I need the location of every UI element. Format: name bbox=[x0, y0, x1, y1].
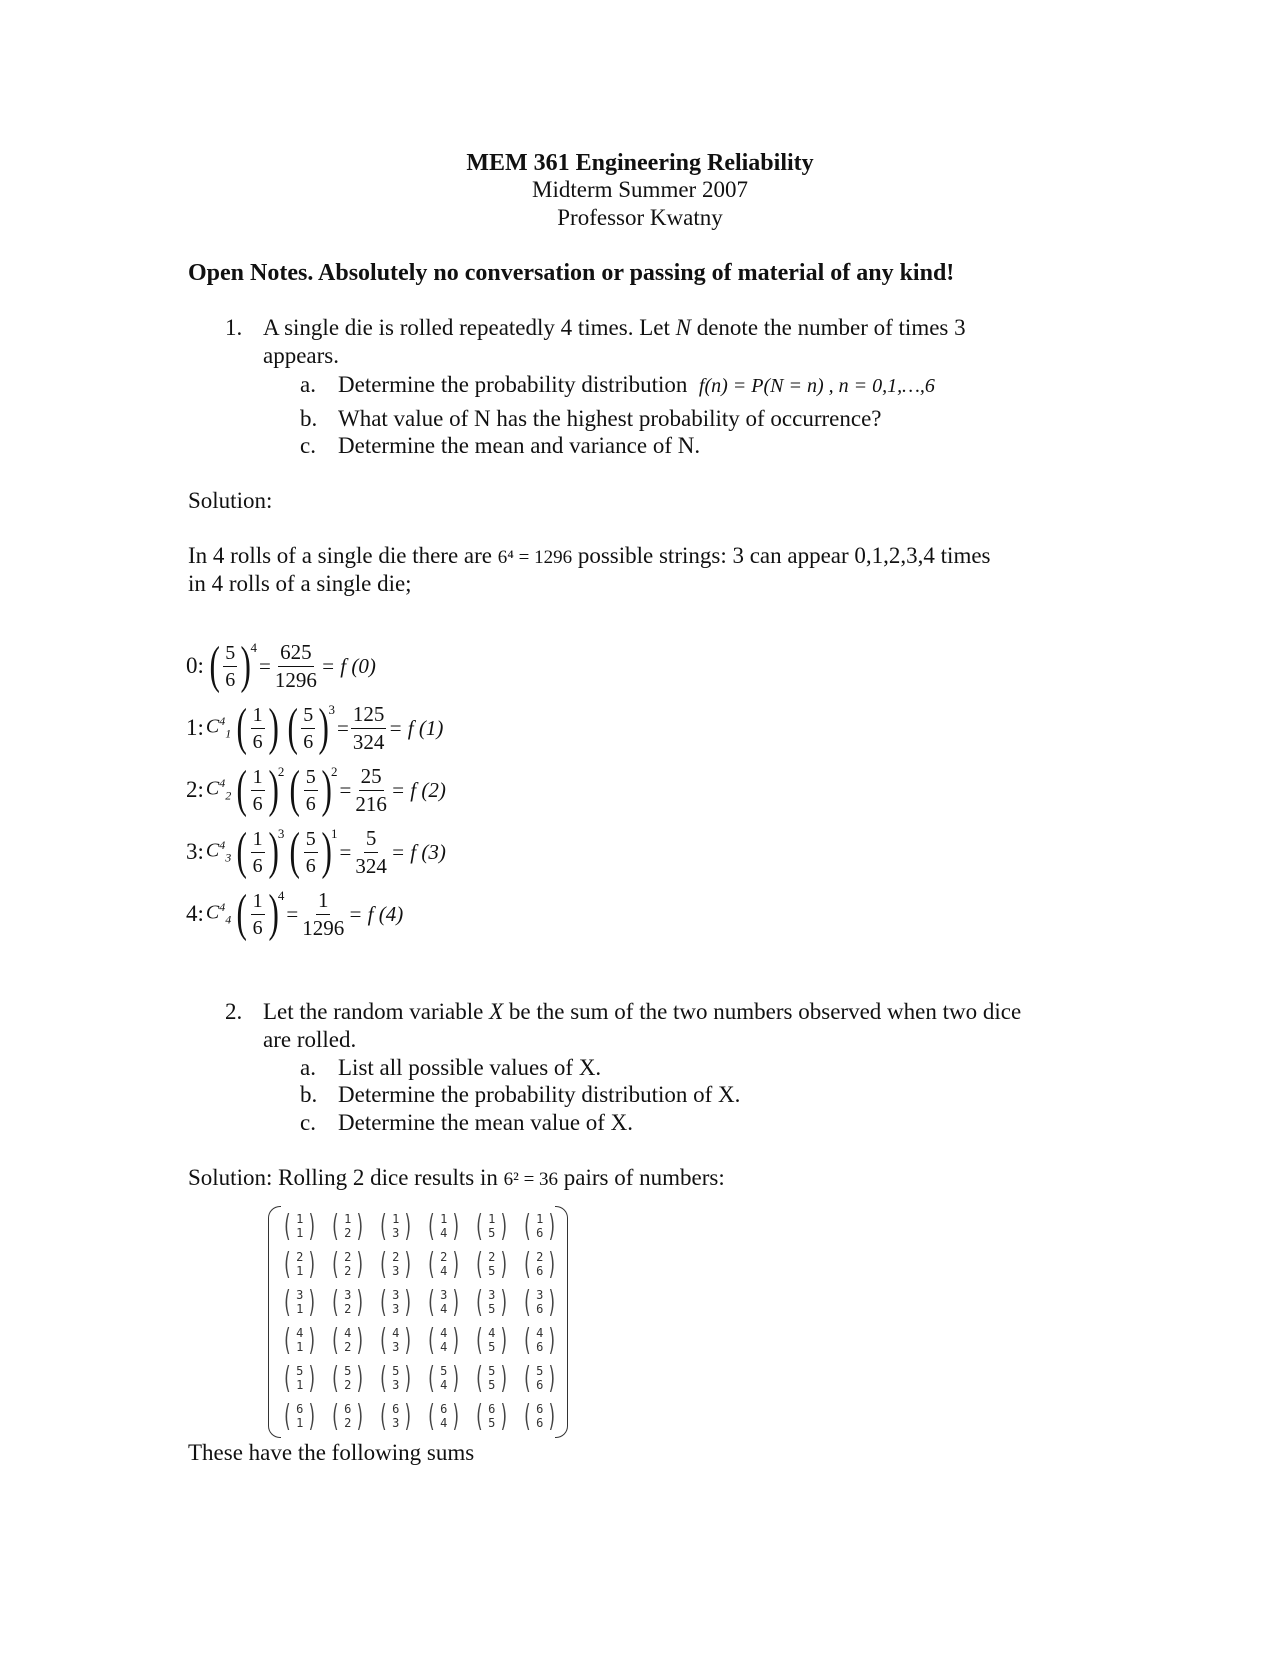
problem2-part-c-label: c. bbox=[300, 1110, 316, 1135]
dice-pair: ( 1 1 ) bbox=[282, 1209, 318, 1244]
dice-pair: ( 6 2 ) bbox=[330, 1399, 366, 1434]
dice-pair: ( 1 4 ) bbox=[426, 1209, 462, 1244]
problem2-number: 2. bbox=[225, 999, 243, 1024]
dice-pair: ( 3 3 ) bbox=[378, 1285, 414, 1320]
problem2-part-c: Determine the mean value of X. bbox=[338, 1110, 634, 1135]
dice-pair: ( 5 4 ) bbox=[426, 1361, 462, 1396]
dice-pair: ( 5 6 ) bbox=[522, 1361, 558, 1396]
solution1-line1: In 4 rolls of a single die there are 6⁴ = 1296 possible strings: 3 can appear 0,1,2,3,4 times bbox=[188, 543, 991, 568]
problem1-part-a-label: a. bbox=[300, 372, 316, 397]
dice-pair: ( 1 6 ) bbox=[522, 1209, 558, 1244]
problem2-statement: Let the random variable X be the sum of the two numbers observed when two dice bbox=[263, 999, 1022, 1024]
dice-pair: ( 2 3 ) bbox=[378, 1247, 414, 1282]
dice-pair: ( 4 2 ) bbox=[330, 1323, 366, 1358]
matrix-grid bbox=[278, 1208, 566, 1436]
dice-pair: ( 6 1 ) bbox=[282, 1399, 318, 1434]
solution2-footer: These have the following sums bbox=[188, 1440, 475, 1465]
dice-pair: ( 4 1 ) bbox=[282, 1323, 318, 1358]
professor-name: Professor Kwatny bbox=[557, 205, 723, 230]
dice-pair: ( 4 5 ) bbox=[474, 1323, 510, 1358]
problem2-part-b: Determine the probability distribution of X. bbox=[338, 1082, 741, 1107]
problem1-statement: A single die is rolled repeatedly 4 times. Let N denote the number of times 3 bbox=[263, 315, 966, 340]
dice-pair: ( 5 1 ) bbox=[282, 1361, 318, 1396]
dice-pair: ( 3 1 ) bbox=[282, 1285, 318, 1320]
dice-pair: ( 3 6 ) bbox=[522, 1285, 558, 1320]
problem2-part-a-label: a. bbox=[300, 1055, 316, 1080]
dice-pair: ( 5 2 ) bbox=[330, 1361, 366, 1396]
problem1-part-c: Determine the mean and variance of N. bbox=[338, 433, 701, 458]
dice-pair: ( 2 1 ) bbox=[282, 1247, 318, 1282]
problem1-part-b-label: b. bbox=[300, 406, 318, 431]
dice-pair: ( 2 5 ) bbox=[474, 1247, 510, 1282]
problem2-statement-cont: are rolled. bbox=[263, 1027, 357, 1052]
dice-pair: ( 2 4 ) bbox=[426, 1247, 462, 1282]
dice-pair: ( 1 2 ) bbox=[330, 1209, 366, 1244]
dice-pair: ( 6 5 ) bbox=[474, 1399, 510, 1434]
fraction: $\frac{625}{1296}$ bbox=[274, 639, 317, 692]
solution1-label: Solution: bbox=[188, 488, 273, 513]
dice-pair: ( 5 5 ) bbox=[474, 1361, 510, 1396]
problem1-part-b: What value of N has the highest probability of occurrence? bbox=[338, 406, 882, 431]
prob-row-0: 0: ( $\frac{5}{6}$ ) $^4$ = $\frac{625}{1296}$ = f (0) bbox=[186, 637, 376, 694]
prob-row-1: 1: $C^4_1$ ( $\frac{1}{6}$ ) ( $\frac{5}{6}$ ) $^3$ = $\frac{125}{324}$ = f (1) bbox=[186, 699, 444, 756]
dice-pair: ( 4 4 ) bbox=[426, 1323, 462, 1358]
dice-pair: ( 3 2 ) bbox=[330, 1285, 366, 1320]
dice-pair: ( 4 6 ) bbox=[522, 1323, 558, 1358]
dice-pair: ( 3 4 ) bbox=[426, 1285, 462, 1320]
exam-subtitle: Midterm Summer 2007 bbox=[532, 177, 748, 202]
dice-pair: ( 6 6 ) bbox=[522, 1399, 558, 1434]
solution2-line: Solution: Rolling 2 dice results in 6² = 36 pairs of numbers: bbox=[188, 1165, 725, 1190]
combination: $C^4_1$ bbox=[205, 714, 232, 741]
power-term: ( $\frac{5}{6}$ ) $^4$ bbox=[209, 637, 258, 694]
prob-row-4: 4: $C^4_4$ ( $\frac{1}{6}$ ) $^4$ = $\frac{1}{1296}$ = f (4) bbox=[186, 885, 404, 942]
dice-pair: ( 5 3 ) bbox=[378, 1361, 414, 1396]
problem1-part-c-label: c. bbox=[300, 433, 316, 458]
instructions: Open Notes. Absolutely no conversation or passing of material of any kind! bbox=[188, 260, 955, 286]
dice-pair: ( 2 6 ) bbox=[522, 1247, 558, 1282]
problem2-part-a: List all possible values of X. bbox=[338, 1055, 602, 1080]
dice-pair: ( 6 4 ) bbox=[426, 1399, 462, 1434]
problem1-part-a: Determine the probability distribution f(n) = P(N = n) , n = 0,1,…,6 bbox=[338, 372, 935, 397]
prob-row-3: 3: $C^4_3$ ( $\frac{1}{6}$ ) $^3$ ( $\frac{5}{6}$ ) $^1$ = $\frac{5}{324}$ = f (3) bbox=[186, 823, 446, 880]
dice-pair: ( 4 3 ) bbox=[378, 1323, 414, 1358]
dice-pair: ( 6 3 ) bbox=[378, 1399, 414, 1434]
problem1-statement-cont: appears. bbox=[263, 343, 339, 368]
dice-pair: ( 2 2 ) bbox=[330, 1247, 366, 1282]
dice-pair: ( 1 5 ) bbox=[474, 1209, 510, 1244]
fraction: $\frac{125}{324}$ bbox=[352, 701, 385, 754]
dice-pair: ( 3 5 ) bbox=[474, 1285, 510, 1320]
solution1-line2: in 4 rolls of a single die; bbox=[188, 571, 412, 596]
prob-row-2: 2: $C^4_2$ ( $\frac{1}{6}$ ) $^2$ ( $\frac{5}{6}$ ) $^2$ = $\frac{25}{216}$ = f (2) bbox=[186, 761, 446, 818]
course-title: MEM 361 Engineering Reliability bbox=[466, 150, 814, 176]
problem2-part-b-label: b. bbox=[300, 1082, 318, 1107]
problem1-number: 1. bbox=[225, 315, 243, 340]
dice-pair: ( 1 3 ) bbox=[378, 1209, 414, 1244]
dice-pairs-matrix bbox=[268, 1206, 568, 1436]
